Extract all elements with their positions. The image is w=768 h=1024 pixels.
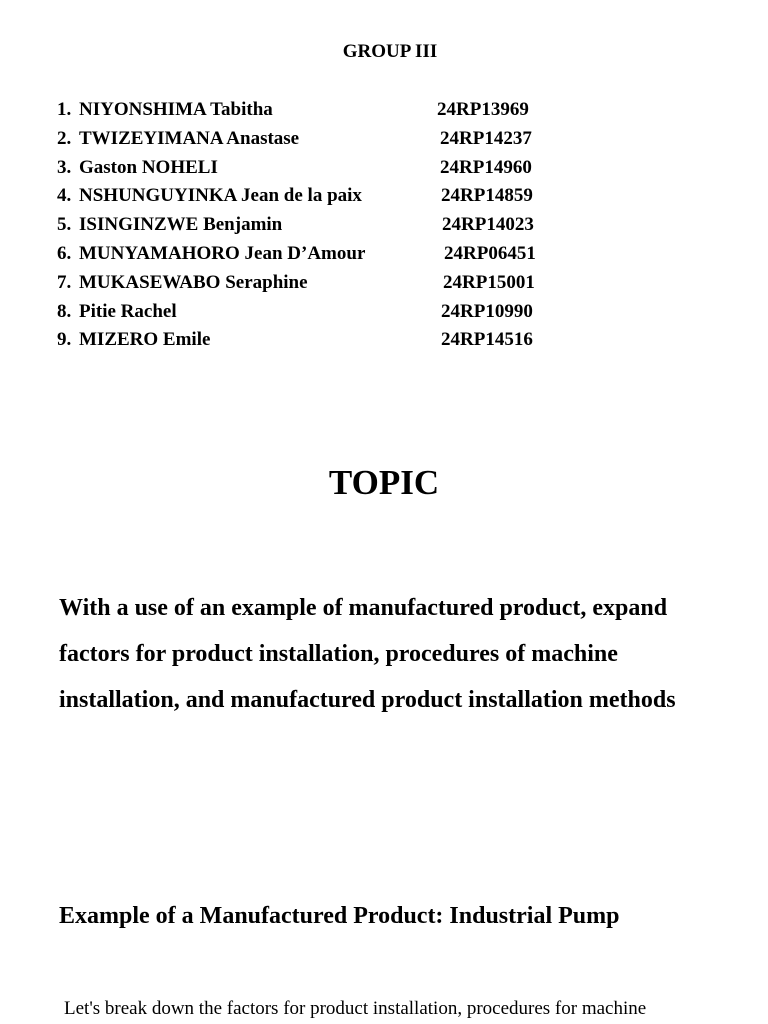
member-row	[57, 269, 557, 298]
member-reg-number: 24RP06451	[444, 242, 536, 264]
member-name: ISINGINZWE Benjamin	[79, 214, 283, 236]
member-number: 3.	[57, 156, 72, 178]
example-heading: Example of a Manufactured Product: Industrial Pump	[59, 903, 620, 929]
member-number: 6.	[57, 242, 72, 264]
member-name: NSHUNGUYINKA Jean de la paix	[79, 185, 362, 207]
member-list	[57, 96, 557, 355]
member-reg-number: 24RP15001	[443, 271, 535, 293]
member-reg-number: 24RP14237	[440, 127, 532, 149]
group-title: GROUP III	[342, 41, 438, 62]
member-number: 1.	[57, 99, 72, 120]
member-reg-number: 24RP14960	[440, 156, 532, 178]
member-number: 4.	[57, 185, 72, 207]
member-row	[57, 326, 557, 355]
member-reg-number: 24RP14023	[442, 214, 534, 236]
topic-statement: With a use of an example of manufactured product, expand factors for product installation, procedures of machine installation, and manufactured product installation methods	[59, 595, 676, 713]
member-number: 7.	[57, 271, 72, 293]
topic-heading: TOPIC	[328, 463, 440, 502]
member-name: Pitie Rachel	[79, 300, 177, 322]
member-reg-number: 24RP14859	[441, 185, 533, 207]
member-name: MUNYAMAHORO Jean D’Amour	[79, 242, 366, 264]
member-reg-number: 24RP13969	[437, 99, 529, 120]
member-name: NIYONSHIMA Tabitha	[79, 99, 273, 120]
member-number: 9.	[57, 329, 72, 351]
member-reg-number: 24RP10990	[441, 300, 533, 322]
member-name: MUKASEWABO Seraphine	[79, 271, 308, 293]
member-reg-number: 24RP14516	[441, 329, 533, 351]
member-name: Gaston NOHELI	[79, 156, 218, 178]
member-number: 5.	[57, 214, 72, 236]
member-row	[57, 182, 557, 211]
member-row	[57, 125, 557, 154]
member-number: 2.	[57, 127, 72, 149]
member-row	[57, 240, 557, 269]
member-row	[57, 298, 557, 327]
member-row	[57, 96, 557, 125]
member-name: TWIZEYIMANA Anastase	[79, 127, 300, 149]
member-name: MIZERO Emile	[79, 329, 211, 351]
member-row	[57, 211, 557, 240]
member-row	[57, 154, 557, 183]
member-number: 8.	[57, 300, 72, 322]
intro-paragraph: Let's break down the factors for product installation, procedures for machine	[64, 998, 647, 1019]
